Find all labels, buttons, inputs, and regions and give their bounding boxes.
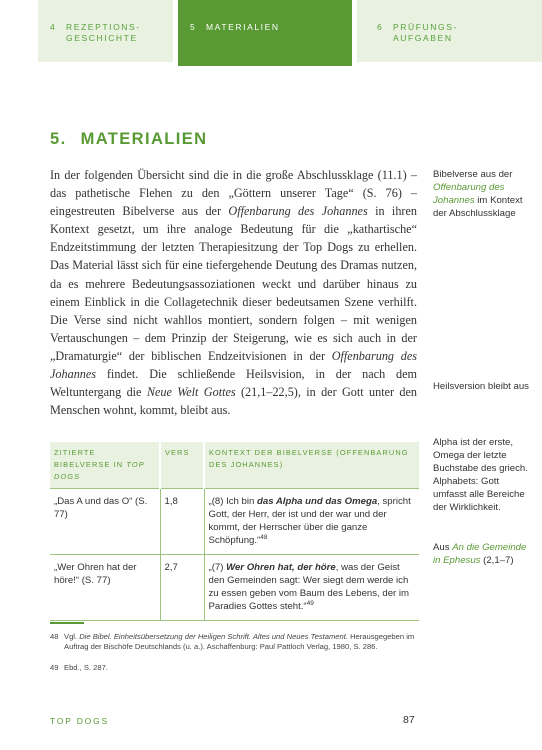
tab-rezeptionsgeschichte[interactable] [38,0,173,62]
context-text: , was der Geist den Gemeinden sagt: Wer siegt dem werde ich zu essen geben vom Baum des Lebens, der im Paradies Gottes steht.“ [208,562,410,612]
body-text [50,166,417,419]
body-emphasis: Neue Welt Gottes [146,385,236,400]
footnote-text-segment: Vgl. [64,632,80,641]
cell-quote: „Das A und das O“ (S. 77) [50,489,160,555]
context-text: , spricht Gott, der Herr, der ist und der war und der kommt, der Herrscher über die ganze Schöpfung.“ [208,496,411,546]
margin-note-text: im Kontext der Abschlussklage [433,195,523,219]
footer-book-title: TOP DOGS [50,716,109,726]
body-text-segment: (21,1–22,5), in der Gott unter den Menschen wohnt, kommt, bleibt aus. [50,385,418,418]
chapter-number: 5. [50,130,67,148]
table-row [50,489,419,555]
footnote-text-segment: Herausgegeben im Auftrag der Bischöfe Deutschlands (u. a.). Aschaffenburg: Paul Pattloch Verlag, 1980, S. 286. [64,632,415,651]
tab-materialien[interactable] [178,0,352,66]
cell-context [204,489,419,555]
bible-verses-table [50,442,419,621]
tab-pruefungsaufgaben[interactable] [357,0,542,62]
table-row [50,555,419,621]
tab-number: 4 [50,22,57,32]
footnote-text [64,632,420,652]
margin-note-emphasis: An die Gemeinde in Ephesus [433,542,527,566]
footnote-divider [50,622,84,624]
footnote-emphasis: Die Bibel. Einheitsübersetzung der Heiligen Schrift. Altes und Neues Testament. [79,632,348,641]
body-text-segment: in ihren Kontext gesetzt, um ihre analoge Bedeutung für die „kathartische“ Endzeitstimmung der letzten Therapiesitzung der Top Dogs zu erhellen. Das Material lässt sich für eine tiefergehende Deutung des Dramas nutzen, da es mehrere Bedeutungsassoziationen weckt und darüber hinaus zu einem Einblick in die Collagetechnik dieser bedeutsamen Szene verhilft. Die Verse sind nicht wahllos montiert, sondern folgen – mit wenigen Vertauschungen – dem Prinzip der Steigerung, wie es sich auch in der „Dramaturgie“ der biblischen Endzeitvisionen in der [50,204,417,363]
chapter-navigation [0,0,542,66]
margin-note-alpha-omega: Alpha ist der erste, Omega der letzte Buchstabe des griech. Alphabets: Gott umfasst alle Bereiche der Wirklichkeit. [433,437,528,513]
tab-number: 6 [377,22,384,32]
chapter-title-text: MATERIALIEN [80,130,208,148]
footnote-49 [50,663,420,673]
margin-note-bibelverse [433,168,533,220]
margin-note-heilsversion: Heilsversion bleibt aus [433,381,529,392]
footnote-48 [50,632,420,652]
column-header-zitierte-bibelverse [50,442,160,489]
footnote-ref[interactable]: 48 [260,533,268,541]
tab-label: REZEPTIONS- GESCHICHTE [66,22,141,43]
chapter-title [50,130,207,149]
cell-vers: 2,7 [160,555,204,621]
footnote-number: 48 [50,632,59,641]
footnote-ref[interactable]: 49 [306,599,314,607]
table-header-row [50,442,419,489]
context-text: „(7) [208,562,227,573]
tab-label: PRÜFUNGS- AUFGABEN [393,22,458,43]
header-text: ZITIERTE BIBELVERSE IN [54,448,127,469]
body-text-segment: In der folgenden Übersicht sind die in die große Abschlussklage (11.1) – das pathetische Flehen zu den „Göttern unserer Tage“ (S. 76) – eingestreuten Bibelverse aus der [50,168,417,219]
margin-note-text: Aus [433,542,453,553]
context-highlight: Wer Ohren hat, der höre [226,562,336,573]
footnote-text: Ebd., S. 287. [64,663,108,672]
margin-note-text: Bibelverse aus der [433,169,513,180]
cell-context [204,555,419,621]
page-number: 87 [403,714,415,726]
tab-label: MATERIALIEN [206,22,280,32]
body-text-segment: findet. Die schließende Heilsvision, in der nach dem Weltuntergang die [50,367,417,400]
cell-vers: 1,8 [160,489,204,555]
tab-number: 5 [190,22,197,32]
margin-note-text: (2,1–7) [480,555,514,566]
context-highlight: das Alpha und das Omega [257,496,378,507]
cell-quote: „Wer Ohren hat der höre!“ (S. 77) [50,555,160,621]
column-header-vers: VERS [160,442,204,489]
body-emphasis: Offenbarung des Johannes [228,204,368,219]
body-paragraph [50,166,417,419]
header-emphasis: TOP DOGS [54,460,145,481]
footnote-number: 49 [50,663,59,672]
column-header-kontext: KONTEXT DER BIBELVERSE (OFFENBARUNG DES JOHANNES) [204,442,419,489]
margin-note-ephesus [433,541,533,567]
margin-note-emphasis: Offenbarung des Johannes [433,182,505,206]
context-text: „(8) Ich bin [208,496,258,507]
body-emphasis: Offenbarung des Johannes [50,348,417,382]
